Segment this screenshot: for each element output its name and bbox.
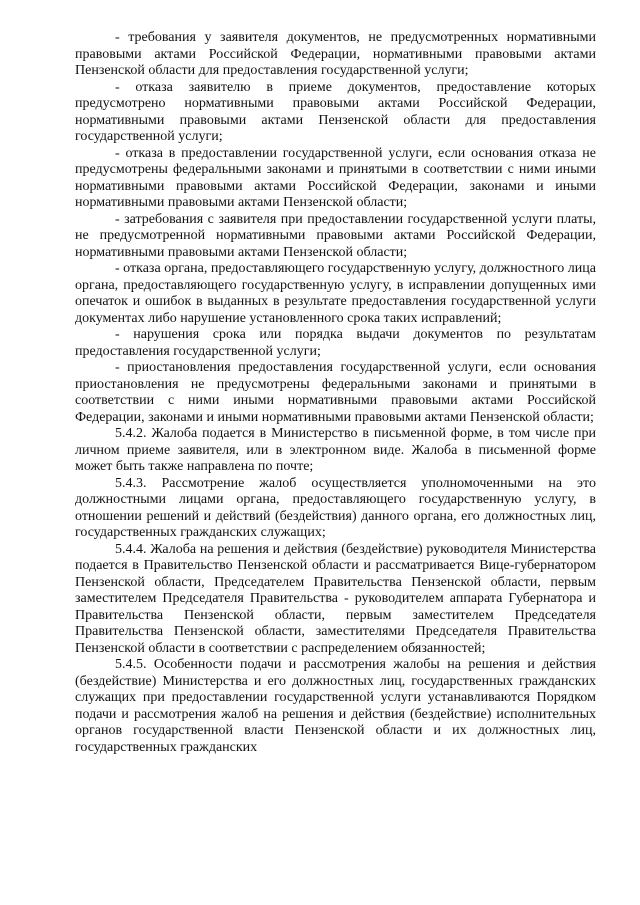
- paragraph-list-item: - отказа органа, предоставляющего государственную услугу, должностного лица органа, предоставляющего государственную услугу, в исправлении допущенных ими опечаток и ошибок в выданных в результате предоставления государственной услуги документах либо нарушение установленного срока таких исправлений;: [75, 261, 596, 326]
- paragraph-list-item: - затребования с заявителя при предоставлении государственной услуги платы, не предусмотренной нормативными правовыми актами Российской Федерации, нормативными правовыми актами Пензенской области;: [75, 211, 596, 260]
- paragraph-5-4-5: 5.4.5. Особенности подачи и рассмотрения жалобы на решения и действия (бездействие) Министерства и его должностных лиц, государственных гражданских служащих при предоставлении государственной услуги устанавливаются Порядком подачи и рассмотрения жалоб на решения и действия (бездействие) исполнительных органов государственной власти Пензенской области и их должностных лиц, государственных гражданских: [75, 657, 596, 755]
- paragraph-5-4-3: 5.4.3. Рассмотрение жалоб осуществляется уполномоченными на это должностными лицами органа, предоставляющего государственную услугу, в отношении решений и действий (бездействия) данного органа, его должностных лиц, государственных гражданских служащих;: [75, 475, 596, 540]
- paragraph-list-item: - требования у заявителя документов, не предусмотренных нормативными правовыми актами Российской Федерации, нормативными правовыми актами Пензенской области для предоставления государственной услуги;: [75, 30, 596, 78]
- document-page: [75, 30, 596, 756]
- paragraph-list-item: - отказа заявителю в приеме документов, предоставление которых предусмотрено нормативными правовыми актами Российской Федерации, нормативными правовыми актами Пензенской области для предоставления государственной услуги;: [75, 79, 596, 144]
- paragraph-list-item: - приостановления предоставления государственной услуги, если основания приостановления не предусмотрены федеральными законами и принятыми в соответствии с ними иными нормативными правовыми актами Российской Федерации, законами и иными нормативными правовыми актами Пензенской области;: [75, 360, 596, 425]
- paragraph-5-4-4: 5.4.4. Жалоба на решения и действия (бездействие) руководителя Министерства подается в Правительство Пензенской области и рассматривается Вице-губернатором Пензенской области, Председателем Правительства Пензенской области, первым заместителем Председателя Правительства - руководителем аппарата Губернатора и Правительства Пензенской области, первым заместителем Председателя Правительства Пензенской области, заместителями Председателя Правительства Пензенской области в соответствии с распределением обязанностей;: [75, 541, 596, 656]
- paragraph-list-item: - нарушения срока или порядка выдачи документов по результатам предоставления государственной услуги;: [75, 327, 596, 359]
- paragraph-5-4-2: 5.4.2. Жалоба подается в Министерство в письменной форме, в том числе при личном приеме заявителя, или в электронном виде. Жалоба в письменной форме может быть также направлена по почте;: [75, 426, 596, 474]
- paragraph-list-item: - отказа в предоставлении государственной услуги, если основания отказа не предусмотрены федеральными законами и принятыми в соответствии с ними иными нормативными правовыми актами Российской Федерации, законами и иными нормативными правовыми актами Пензенской области;: [75, 145, 596, 210]
